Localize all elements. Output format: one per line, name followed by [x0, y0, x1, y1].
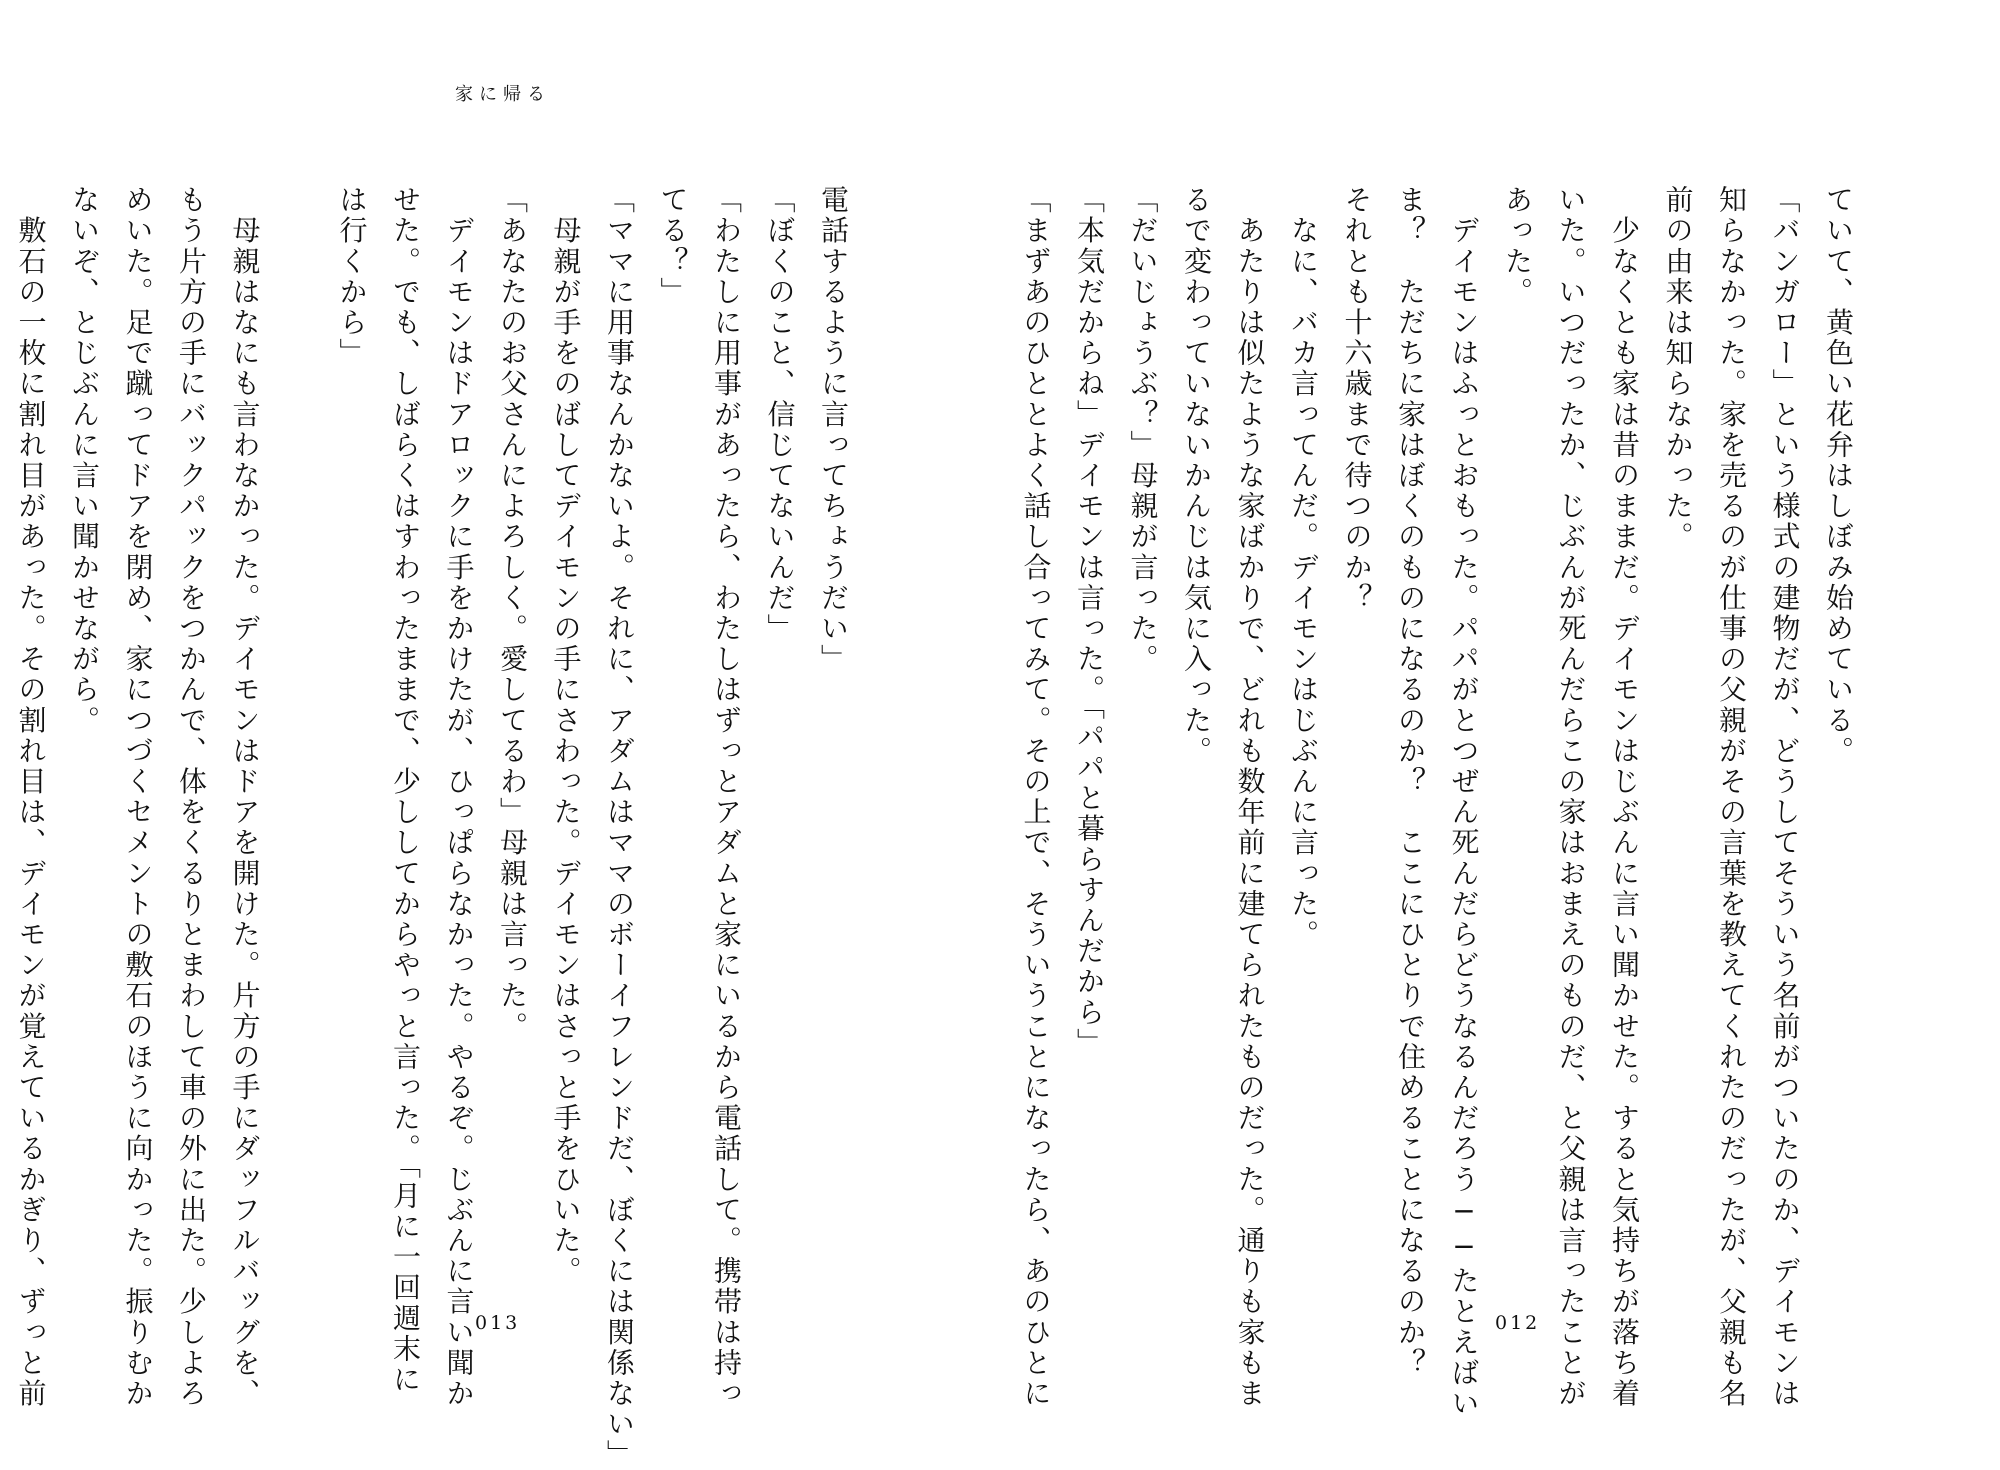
- text-line: もう片方の手にバックパックをつかんで、体をくるりとまわして車の外に出た。少しよろ: [175, 185, 208, 1409]
- text-line: めいた。足で蹴ってドアを閉め、家につづくセメントの敷石のほうに向かった。振りむか: [121, 185, 155, 1409]
- text-line: 「本気だからね」デイモンは言った。「パパと暮らすんだから」: [1073, 185, 1106, 1059]
- text-line: なに、バカ言ってんだ。デイモンはじぶんに言った。: [1287, 185, 1320, 950]
- text-line: あたりは似たような家ばかりで、どれも数年前に建てられたものだった。通りも家もま: [1233, 185, 1267, 1409]
- text-line: 「わたしに用事があったら、わたしはずっとアダムと家にいるから電話して。携帯は持っ: [710, 185, 743, 1409]
- text-line: せた。でも、しばらくはすわったままで、少ししてからやっと言った。「月に一回週末に: [389, 185, 422, 1395]
- text-line: 「ママに用事なんかないよ。それに、アダムはママのボーイフレンドだ、ぼくには関係ない」: [603, 185, 636, 1470]
- text-line: デイモンはふっとおもった。パパがとつぜん死んだらどうなるんだろう──たとえばい: [1447, 185, 1481, 1419]
- page-number-left: 013: [475, 1312, 521, 1334]
- text-line: 母親はなにも言わなかった。デイモンはドアを開けた。片方の手にダッフルバッグを、: [228, 185, 262, 1409]
- text-line: 前の由来は知らなかった。: [1661, 185, 1695, 553]
- text-line: 知らなかった。家を売るのが仕事の父親がその言葉を教えてくれたのだったが、父親も名: [1715, 185, 1748, 1409]
- text-line: それとも十六歳まで待つのか？: [1340, 185, 1374, 614]
- right-page: [1000, 0, 2000, 1422]
- text-line: 「バンガロー」という様式の建物だが、どうしてそういう名前がついたのか、デイモンは: [1768, 185, 1802, 1409]
- page-number-right: 012: [1495, 1312, 1541, 1334]
- text-line: 「あなたのお父さんによろしく。愛してるわ」母親は言った。: [496, 185, 529, 1042]
- text-line: 敷石の一枚に割れ目があった。その割れ目は、デイモンが覚えているかぎり、ずっと前: [14, 185, 48, 1409]
- text-line: 「まずあのひととよく話し合ってみて。その上で、そういうことになったら、あのひとに: [1019, 185, 1053, 1409]
- text-line: ないぞ、とじぶんに言い聞かせながら。: [68, 185, 101, 736]
- text-line: は行くから」: [335, 185, 369, 369]
- text-line: 少なくとも家は昔のままだ。デイモンはじぶんに言い聞かせた。すると気持ちが落ち着: [1608, 185, 1641, 1409]
- text-line: [272, 185, 326, 1265]
- text-line: てる？」: [656, 185, 690, 308]
- text-line: 電話するように言ってちょうだい」: [817, 185, 850, 675]
- text-line: 「だいじょうぶ？」母親が言った。: [1126, 185, 1160, 675]
- text-line: [0, 185, 4, 1265]
- text-line: 母親が手をのばしてデイモンの手にさわった。デイモンはさっと手をひいた。: [549, 185, 583, 1287]
- text-line: ていて、黄色い花弁はしぼみ始めている。: [1822, 185, 1855, 767]
- text-line: るで変わっていないかんじは気に入った。: [1180, 185, 1213, 767]
- text-line: デイモンはドアロックに手をかけたが、ひっぱらなかった。やるぞ。じぶんに言い聞か: [442, 185, 476, 1409]
- running-head: 家に帰る: [455, 84, 551, 105]
- text-line: あった。: [1501, 185, 1534, 308]
- text-line: 「ぼくのこと、信じてないんだ」: [763, 185, 797, 644]
- text-line: ま？ ただちに家はぼくのものになるのか？ ここにひとりで住めることになるのか？: [1394, 185, 1427, 1379]
- text-line: いた。いつだったか、じぶんが死んだらこの家はおまえのものだ、と父親は言ったことが: [1554, 185, 1588, 1409]
